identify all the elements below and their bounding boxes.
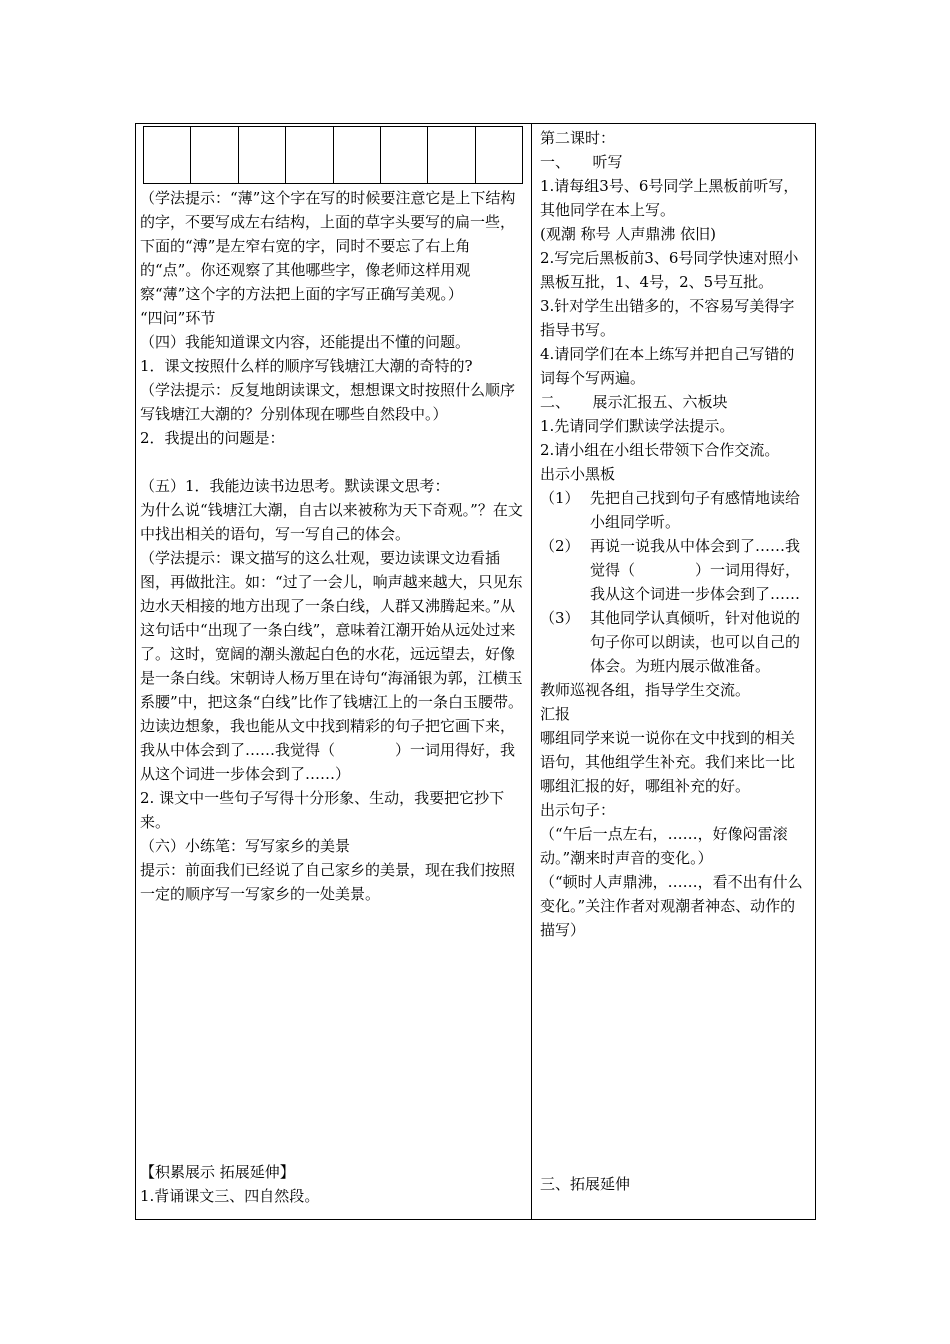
left-column (140, 186, 526, 906)
writing-cell[interactable] (381, 127, 428, 183)
left-bottom (140, 1160, 526, 1208)
recite-task: 1.背诵课文三、四自然段。 (140, 1187, 320, 1205)
question-two: 2．我提出的问题是： (140, 429, 285, 447)
right-column (540, 126, 808, 942)
sentence-two: （“顿时人声鼎沸，……，看不出有什么变化。”关注作者对观潮者神态、动作的描写） (540, 873, 803, 939)
dictation-words: (观潮 称号 人声鼎沸 依旧) (540, 225, 717, 243)
dictation-step-3: 3.针对学生出错多的，不容易写美得字指导书写。 (540, 297, 795, 339)
writing-grid (143, 126, 523, 184)
accumulation-heading: 【积累展示 拓展延伸】 (140, 1163, 295, 1181)
section-six-heading: （六）小练笔：写写家乡的美景 (140, 837, 351, 855)
writing-cell[interactable] (334, 127, 381, 183)
writing-cell[interactable] (191, 127, 238, 183)
board-item-number: （1） (540, 489, 580, 507)
board-item-text: 再说一说我从中体会到了……我觉得（ ）一词用得好，我从这个词进一步体会到了…… (590, 537, 801, 603)
sentence-one: （“午后一点左右，……，好像闷雷滚动。”潮来时声音的变化。） (540, 825, 788, 867)
writing-cell[interactable] (144, 127, 191, 183)
board-item-1 (540, 486, 808, 534)
question-one: 1．课文按照什么样的顺序写钱塘江大潮的奇特的? (140, 357, 473, 375)
report-heading: 二、 展示汇报五、六板块 (540, 393, 728, 411)
board-item-2 (540, 534, 808, 606)
report-instruction: 哪组同学来说一说你在文中找到的相关语句，其他组学生补充。我们来比一比哪组汇报的好，哪组补充的好。 (540, 729, 796, 795)
extension-heading: 三、拓展延伸 (540, 1175, 631, 1193)
dictation-step-1: 1.请每组3号、6号同学上黑板前听写，其他同学在本上写。 (540, 177, 799, 219)
dictation-step-4: 4.请同学们在本上练写并把自己写错的词每个写两遍。 (540, 345, 795, 387)
small-board-heading: 出示小黑板 (540, 465, 616, 483)
column-divider (531, 123, 532, 1220)
board-item-number: （3） (540, 609, 580, 627)
show-sentences-label: 出示句子： (540, 801, 616, 819)
board-item-3 (540, 606, 808, 678)
copy-sentences-task: 2. 课文中一些句子写得十分形象、生动，我要把它抄下来。 (140, 789, 505, 831)
report-step-1: 1.先请同学们默读学法提示。 (540, 417, 735, 435)
writing-hint: 提示：前面我们已经说了自己家乡的美景，现在我们按照一定的顺序写一写家乡的一处美景。 (140, 861, 516, 903)
writing-cell[interactable] (239, 127, 286, 183)
second-lesson-heading: 第二课时： (540, 129, 616, 147)
section-five-heading: （五）1．我能边读书边思考。默读课文思考： (140, 477, 450, 495)
writing-cell[interactable] (476, 127, 522, 183)
dictation-step-2: 2.写完后黑板前3、6号同学快速对照小黑板互批，1、4号，2、5号互批。 (540, 249, 799, 291)
four-questions-heading: “四问”环节 (140, 309, 216, 327)
report-label: 汇报 (540, 705, 571, 723)
board-item-text: 先把自己找到句子有感情地读给小组同学听。 (590, 489, 801, 531)
writing-cell[interactable] (286, 127, 333, 183)
study-tip-annotation: （学法提示：课文描写的这么壮观，要边读课文边看插图，再做批注。如：“过了一会儿，响声越来越大，只见东边水天相接的地方出现了一条白线，人群又沸腾起来。”从这句话中“出现了一条白线”，意味着江潮开始从远处过来了。这时，宽阔的潮头激起白色的水花，远远望去，好像是一条白线。宋朝诗人杨万里在诗句“海涌银为郭，江横玉系腰”中，把这条“白线”比作了钱塘江上的一条白玉腰带。 (140, 549, 524, 711)
imagination-prompt: 边读边想象，我也能从文中找到精彩的句子把它画下来，我从中体会到了……我觉得（ ）一词用得好，我从这个词进一步体会到了……） (140, 717, 516, 783)
teacher-patrol: 教师巡视各组，指导学生交流。 (540, 681, 751, 699)
blank-answer-line (140, 450, 526, 474)
dictation-heading: 一、 听写 (540, 153, 623, 171)
study-tip-bo: （学法提示：“薄”这个字在写的时候要注意它是上下结构的字，不要写成左右结构，上面的草字头要写的扁一些，下面的“溥”是左窄右宽的字，同时不要忘了右上角的“点”。你还观察了其他哪些字，像老师这样用观察“薄”这个字的方法把上面的字写正确写美观。） (140, 189, 516, 303)
board-item-number: （2） (540, 537, 580, 555)
study-tip-order: （学法提示：反复地朗读课文，想想课文时按照什么顺序写钱塘江大潮的？分别体现在哪些自然段中。） (140, 381, 516, 423)
board-item-text: 其他同学认真倾听，针对他说的句子你可以朗读，也可以自己的体会。为班内展示做准备。 (590, 609, 801, 675)
section-five-question: 为什么说“钱塘江大潮，自古以来被称为天下奇观。”？在文中找出相关的语句，写一写自己的体会。 (140, 501, 523, 543)
writing-cell[interactable] (428, 127, 475, 183)
report-step-2: 2.请小组在小组长带领下合作交流。 (540, 441, 780, 459)
section-four-heading: （四）我能知道课文内容，还能提出不懂的问题。 (140, 333, 471, 351)
